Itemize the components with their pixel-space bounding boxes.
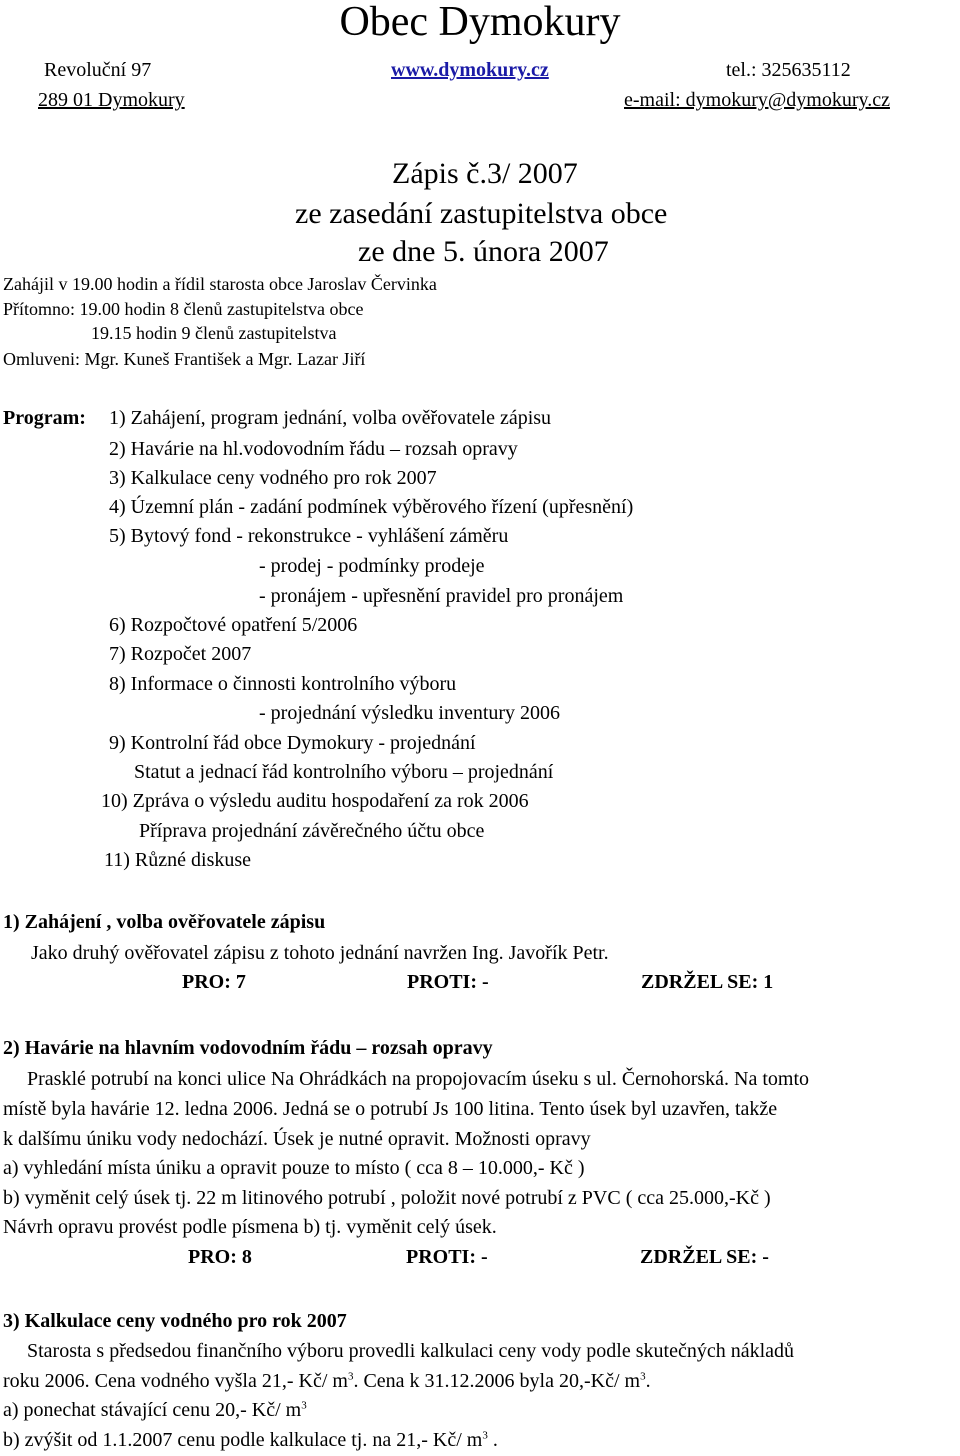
- program-item: 3) Kalkulace ceny vodného pro rok 2007: [109, 467, 437, 489]
- superscript: 3: [482, 1429, 488, 1442]
- section2-line: a) vyhledání místa úniku a opravit pouze to místo ( cca 8 – 10.000,- Kč ): [3, 1157, 585, 1179]
- superscript: 3: [347, 1370, 354, 1383]
- program-item: 6) Rozpočtové opatření 5/2006: [109, 614, 358, 636]
- section1-text: Jako druhý ověřovatel zápisu z tohoto jednání navržen Ing. Javořík Petr.: [31, 942, 609, 964]
- section3-text: .: [487, 1429, 498, 1451]
- vote-abstain: ZDRŽEL SE: 1: [641, 971, 774, 993]
- section3-text: .: [645, 1370, 651, 1392]
- superscript: 3: [301, 1399, 307, 1412]
- doc-title-line1: Zápis č.3/ 2007: [392, 157, 578, 190]
- website-link[interactable]: www.dymokury.cz: [391, 59, 549, 81]
- section1-heading: 1) Zahájení , volba ověřovatele zápisu: [3, 911, 326, 933]
- program-item: 5) Bytový fond - rekonstrukce - vyhlášení záměru: [109, 525, 509, 547]
- vote-pro: PRO: 7: [182, 971, 246, 993]
- program-item: 11) Různé diskuse: [104, 849, 252, 871]
- section3-line: [3, 1369, 651, 1393]
- doc-title-line3: ze dne 5. února 2007: [358, 235, 609, 268]
- program-label: Program:: [3, 407, 86, 429]
- doc-title-line2: ze zasedání zastupitelstva obce: [295, 197, 668, 230]
- section2-line: k dalšímu úniku vody nedochází. Úsek je nutné opravit. Možnosti opravy: [3, 1128, 591, 1150]
- vote-abstain: ZDRŽEL SE: -: [640, 1246, 769, 1268]
- municipality-title: Obec Dymokury: [339, 0, 621, 45]
- program-item: - projednání výsledku inventury 2006: [259, 702, 561, 724]
- vote-against: PROTI: -: [407, 971, 489, 993]
- section2-line: Návrh opravu provést podle písmena b) tj. vyměnit celý úsek.: [3, 1216, 497, 1238]
- excused: Omluveni: Mgr. Kuneš František a Mgr. Lazar Jiří: [3, 349, 366, 369]
- program-item: 9) Kontrolní řád obce Dymokury - projednání: [109, 732, 476, 754]
- program-item: Statut a jednací řád kontrolního výboru – projednání: [134, 761, 554, 783]
- section2-line: místě byla havárie 12. ledna 2006. Jedná se o potrubí Js 100 litina. Tento úsek byl uzavřen, takže: [3, 1098, 778, 1120]
- superscript: 3: [640, 1370, 646, 1383]
- section3-text: . Cena k 31.12.2006 byla 20,-Kč/ m: [353, 1370, 641, 1392]
- section2-line: b) vyměnit celý úsek tj. 22 m litinového potrubí , položit nové potrubí z PVC ( cca 25.000,-Kč ): [3, 1187, 771, 1209]
- attendance-1: Přítomno: 19.00 hodin 8 členů zastupitelstva obce: [3, 299, 364, 319]
- section3-text: roku 2006. Cena vodného vyšla 21,- Kč/ m: [3, 1370, 348, 1392]
- vote-pro: PRO: 8: [188, 1246, 252, 1268]
- section3-heading: 3) Kalkulace ceny vodného pro rok 2007: [3, 1310, 347, 1332]
- section3-text: a) ponechat stávající cenu 20,- Kč/ m: [3, 1399, 302, 1421]
- program-item: - prodej - podmínky prodeje: [259, 555, 485, 577]
- address-city: 289 01 Dymokury: [38, 89, 185, 111]
- program-item: 2) Havárie na hl.vodovodním řádu – rozsah opravy: [109, 438, 518, 460]
- program-item: 4) Územní plán - zadání podmínek výběrového řízení (upřesnění): [109, 496, 634, 518]
- program-item: 8) Informace o činnosti kontrolního výboru: [109, 673, 457, 695]
- program-item: 10) Zpráva o výsledu auditu hospodaření za rok 2006: [101, 790, 529, 812]
- section2-heading: 2) Havárie na hlavním vodovodním řádu – rozsah opravy: [3, 1037, 493, 1059]
- program-item: Příprava projednání závěrečného účtu obce: [139, 820, 485, 842]
- program-item: 7) Rozpočet 2007: [109, 643, 252, 665]
- email-address: e-mail: dymokury@dymokury.cz: [624, 89, 890, 111]
- meeting-opened: Zahájil v 19.00 hodin a řídil starosta obce Jaroslav Červinka: [3, 274, 437, 294]
- vote-against: PROTI: -: [406, 1246, 488, 1268]
- section3-text: b) zvýšit od 1.1.2007 cenu podle kalkulace tj. na 21,- Kč/ m: [3, 1429, 483, 1451]
- program-item: 1) Zahájení, program jednání, volba ověřovatele zápisu: [109, 407, 552, 429]
- phone-number: tel.: 325635112: [726, 59, 851, 81]
- section3-line: [3, 1428, 498, 1452]
- section2-line: Prasklé potrubí na konci ulice Na Ohrádkách na propojovacím úseku s ul. Černohorská. Na tomto: [27, 1068, 810, 1090]
- attendance-2: 19.15 hodin 9 členů zastupitelstva: [91, 323, 337, 343]
- section3-line: Starosta s předsedou finančního výboru provedli kalkulaci ceny vody podle skutečných nákladů: [27, 1340, 795, 1362]
- program-item: - pronájem - upřesnění pravidel pro pronájem: [259, 585, 624, 607]
- address-street: Revoluční 97: [44, 59, 152, 81]
- section3-line: [3, 1398, 307, 1422]
